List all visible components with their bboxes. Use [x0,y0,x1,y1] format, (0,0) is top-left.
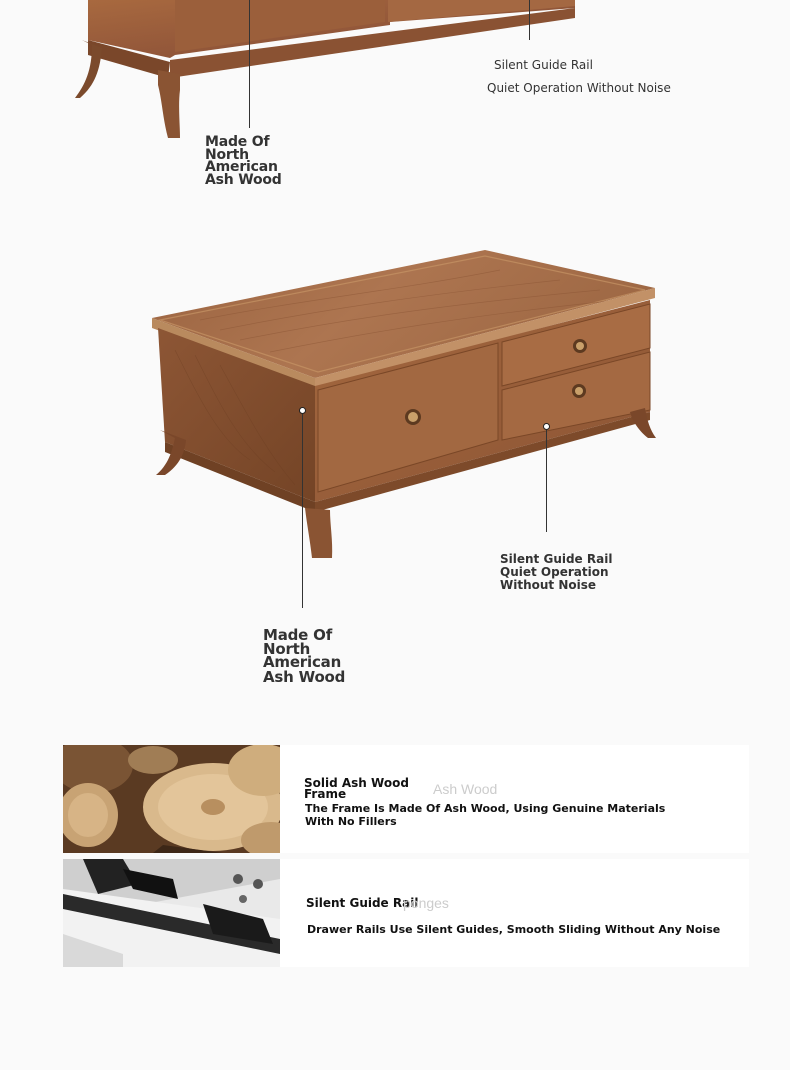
feature-card-ash-wood [63,745,749,853]
top-wood-leader-line [249,0,250,128]
middle-rail-line-1: Silent Guide Rail [500,552,613,566]
rail-callout-dot [543,423,550,430]
middle-wood-line-1: Made Of [263,626,333,644]
wood-callout-dot [299,407,306,414]
top-rail-leader-line [529,0,530,40]
ash-wood-desc-line-2: With No Fillers [305,815,397,828]
middle-wood-line-2: North [263,639,311,658]
ash-wood-title [304,778,409,800]
top-wood-line-2: North [205,146,249,163]
ash-wood-title-line-1: Solid Ash Wood [304,776,409,790]
ash-wood-title-line-2: Frame [304,787,347,801]
middle-wood-line-3: American [263,653,342,671]
middle-wood-line-4: Ash Wood [263,667,346,686]
top-rail-title: Silent Guide Rail [494,58,593,72]
guide-rail-title: Silent Guide Rail [306,896,419,910]
top-rail-desc: Quiet Operation Without Noise [487,81,671,95]
rail-leader-line [546,430,547,532]
guide-rail-desc: Drawer Rails Use Silent Guides, Smooth Sliding Without Any Noise [307,923,721,936]
middle-wood-label [263,626,346,686]
guide-rail-ghost-text: ponges [403,895,449,911]
top-wood-label [205,136,282,186]
coffee-table-illustration [0,240,790,570]
ash-wood-logs-image [63,745,280,853]
middle-rail-line-2: Quiet Operation [500,564,609,579]
middle-rail-line-3: Without Noise [500,578,597,592]
wood-leader-line [302,414,303,608]
top-wood-line-3: American [205,159,278,175]
ash-wood-desc [305,802,665,828]
guide-rail-image [63,859,280,967]
feature-card-guide-rail [63,859,749,967]
top-cabinet-illustration [0,0,790,145]
ash-wood-ghost-text: Ash Wood [433,781,498,797]
ash-wood-desc-line-1: The Frame Is Made Of Ash Wood, Using Genuine Materials [305,802,666,815]
top-wood-line-4: Ash Wood [205,171,282,188]
top-wood-line-1: Made Of [205,134,270,150]
middle-rail-label [500,553,612,592]
